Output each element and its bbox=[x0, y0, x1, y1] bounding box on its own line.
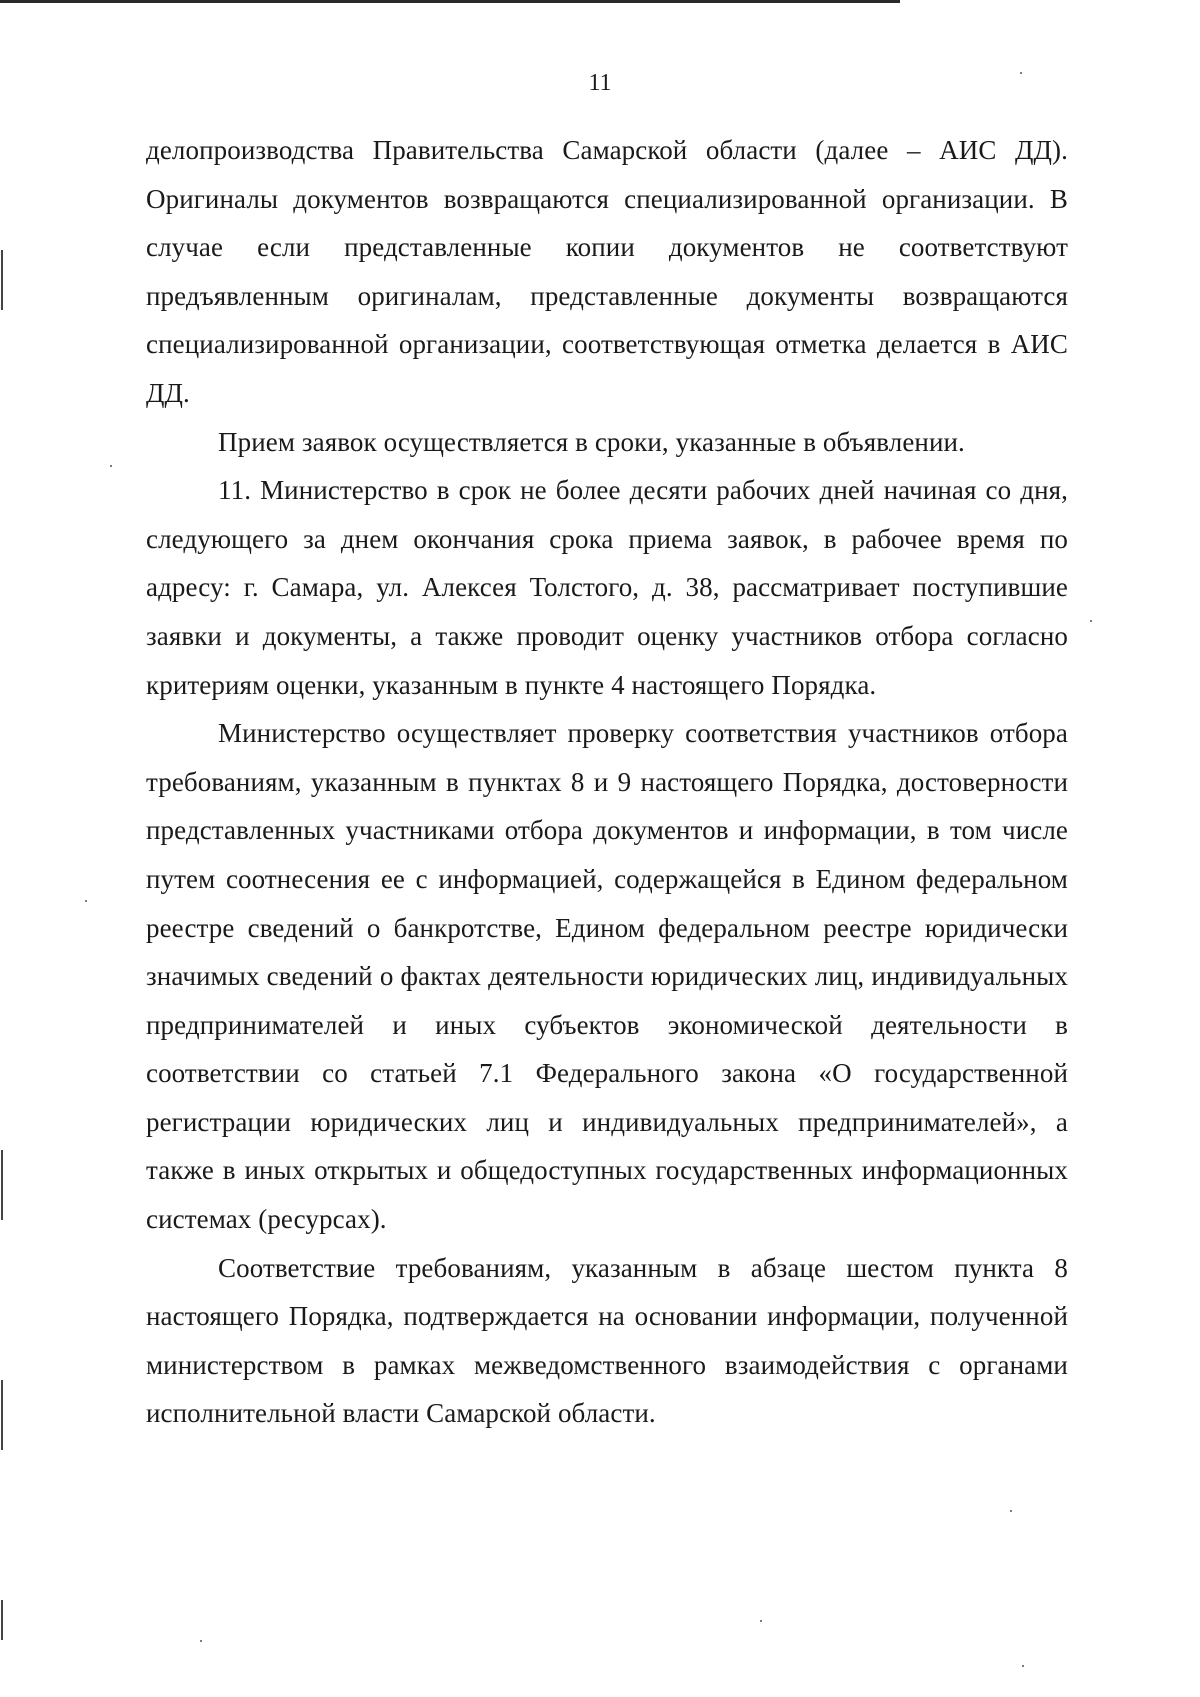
scan-speck bbox=[1022, 1665, 1024, 1667]
document-body bbox=[146, 126, 1068, 1438]
paragraph-1: делопроизводства Правительства Самарской области (далее – АИС ДД). Оригиналы документов возвращаются специализированной организации. В случае если представленные копии документов не соответствуют предъявленным оригиналам, представленные документы возвращаются специализированной организации, соответствующая отметка делается в АИС ДД. bbox=[146, 135, 1068, 408]
scan-speck bbox=[110, 465, 112, 467]
paragraph-2: Прием заявок осуществляется в сроки, указанные в объявлении. bbox=[218, 426, 965, 457]
paragraph-5: Соответствие требованиям, указанным в абзаце шестом пункта 8 настоящего Порядка, подтверждается на основании информации, полученной министерством в рамках межведомственного взаимодействия с органами исполнительной власти Самарской области. bbox=[146, 1252, 1068, 1429]
scan-speck bbox=[200, 1640, 202, 1642]
scan-speck bbox=[760, 1620, 762, 1622]
scan-margin-mark bbox=[1, 1150, 3, 1220]
scan-edge bbox=[0, 0, 900, 3]
scan-speck bbox=[1090, 620, 1092, 622]
paragraph-3: 11. Министерство в срок не более десяти рабочих дней начиная со дня, следующего за днем окончания срока приема заявок, в рабочее время по адресу: г. Самара, ул. Алексея Толстого, д. 38, рассматривает поступившие заявки и документы, а также проводит оценку участников отбора согласно критериям оценки, указанным в пункте 4 настоящего Порядка. bbox=[146, 475, 1068, 700]
scan-margin-mark bbox=[1, 1600, 3, 1640]
page-number: 11 bbox=[588, 70, 612, 96]
scan-speck bbox=[1010, 1510, 1012, 1512]
paragraph-4: Министерство осуществляет проверку соответствия участников отбора требованиям, указанным в пунктах 8 и 9 настоящего Порядка, достоверности представленных участниками отбора документов и информации, в том числе путем соотнесения ее с информацией, содержащейся в Едином федеральном реестре сведений о банкротстве, Едином федеральном реестре юридически значимых сведений о фактах деятельности юридических лиц, индивидуальных предпринимателей и иных субъектов экономической деятельности в соответствии со статьей 7.1 Федерального закона «О государственной регистрации юридических лиц и индивидуальных предпринимателей», а также в иных открытых и общедоступных государственных информационных системах (ресурсах). bbox=[146, 718, 1068, 1235]
scan-margin-mark bbox=[1, 250, 3, 310]
scan-margin-mark bbox=[1, 1380, 3, 1450]
scan-speck bbox=[85, 900, 87, 902]
